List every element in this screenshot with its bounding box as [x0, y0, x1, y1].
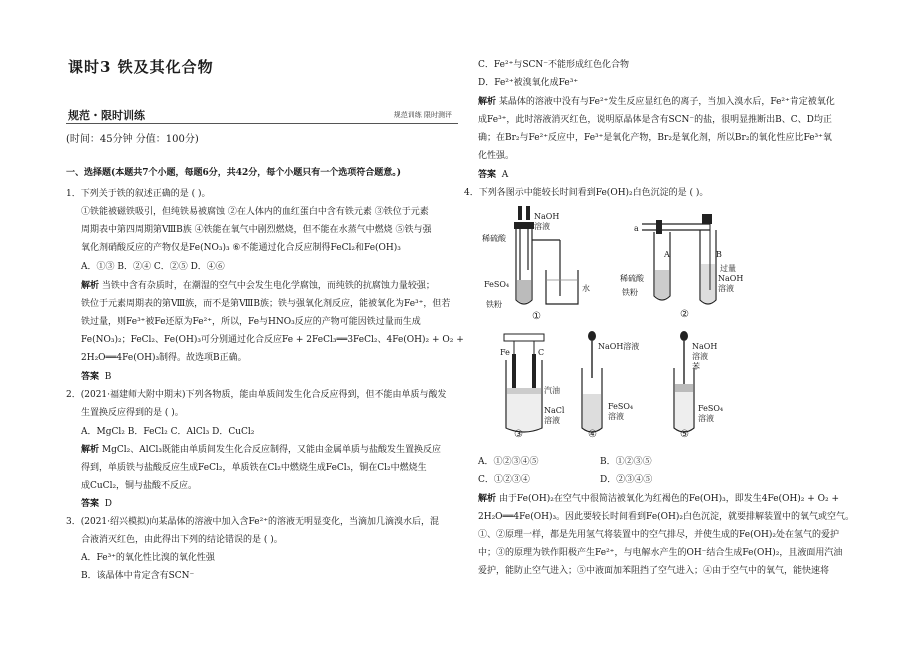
label-solution: 溶液 — [692, 352, 708, 361]
figure-number-2: ② — [680, 309, 689, 320]
q1-explanation: 解析 当铁中含有杂质时，在潮湿的空气中会发生电化学腐蚀，而纯铁的抗腐蚀力量较强； — [81, 281, 435, 291]
q4-explanation: 中；③的原理为铁作阳极产生Fe²⁺，与电解水产生的OH⁻结合生成Fe(OH)₂，且液面用汽油 — [478, 548, 843, 558]
label-A: A — [664, 250, 670, 259]
section-rule — [66, 123, 458, 124]
q4-option: A．①②③④⑤ — [478, 457, 539, 467]
q2-stem: 2．(2021·福建师大附中期末)下列各物质，能由单质间发生化合反应得到，但不能由单质与酸发 — [66, 390, 447, 400]
time-score: (时间：45分钟 分值：100分) — [66, 134, 199, 145]
q4-explanation: 爱护，能防止空气进入；⑤中液面加苯阻挡了空气进入；④由于空气中的氧气，能快速将 — [478, 566, 830, 576]
q3-explanation: 解析 某晶体的溶液中没有与Fe²⁺发生反应显红色的离子，当加入溴水后，Fe²⁺肯定被氧化 — [478, 97, 835, 107]
explanation-label: 解析 — [478, 97, 497, 107]
label-naoh: NaOH — [534, 212, 560, 221]
q4-explanation: 解析 由于Fe(OH)₂在空气中很简洁被氧化为红褐色的Fe(OH)₃，即发生4Fe(OH)₂ + O₂ + — [478, 494, 840, 504]
label-B: B — [716, 250, 722, 259]
label-solution: 溶液 — [544, 416, 560, 425]
q2-options: A．MgCl₂ B．FeCl₂ C．AlCl₃ D．CuCl₂ — [81, 427, 255, 437]
q1-line: 周期表中第四周期第ⅧB族 ④铁能在氧气中剧烈燃烧，但不能在水蒸气中燃烧 ⑤铁与强 — [81, 225, 432, 235]
q3-answer: 答案 A — [478, 170, 509, 180]
label-benzene: 苯 — [692, 362, 700, 371]
figure-number-5: ⑤ — [680, 429, 689, 440]
figure-number-3: ③ — [514, 429, 523, 440]
q2-explanation: 得到，单质铁与盐酸反应生成FeCl₂，单质铁在Cl₂中燃烧生成FeCl₃，铜在Cl₂中燃烧生 — [81, 463, 427, 473]
label-naoh-solution: NaOH溶液 — [598, 342, 640, 351]
q3-stem: 3．(2021·绍兴模拟)向某晶体的溶液中加入含Fe²⁺的溶液无明显变化，当滴加几滴溴水后，混 — [66, 517, 439, 527]
label-naoh: NaOH — [718, 274, 744, 283]
q4-option: D．②③④⑤ — [600, 475, 653, 485]
label-solution: 溶液 — [698, 414, 714, 423]
q3-option: A．Fe³⁺的氧化性比溴的氧化性强 — [81, 553, 215, 563]
q4-option: C．①②③④ — [478, 475, 530, 485]
q2-explanation: 解析 MgCl₂、AlCl₃既能由单质间发生化合反应制得，又能由金属单质与盐酸发生置换反应 — [81, 445, 441, 455]
label-nacl: NaCl — [544, 406, 565, 415]
q3-explanation: 确；在Br₂与Fe²⁺反应中，Fe³⁺是氧化产物，Br₂是氧化剂，所以Br₂的氧化性应比Fe³⁺氧 — [478, 133, 832, 143]
label-solution: 溶液 — [534, 222, 550, 231]
q1-line: 氧化剂硝酸反应的产物仅是Fe(NO₃)₃ ⑥不能通过化合反应制得FeCl₂和Fe(OH)₃ — [81, 243, 401, 253]
q1-explanation: 2H₂O══4Fe(OH)₃制得。故选项B正确。 — [81, 353, 247, 363]
answer-label: 答案 — [81, 499, 100, 509]
q3-stem: 合液消灭红色，由此得出下列的结论错误的是 ( )。 — [81, 535, 283, 545]
q3-option: B．该晶体中肯定含有SCN⁻ — [81, 571, 195, 581]
q4-option: B．①②③⑤ — [600, 457, 652, 467]
q2-explanation: 成CuCl₂，铜与盐酸不反应。 — [81, 481, 198, 491]
section-bar — [66, 104, 458, 124]
label-c: C — [538, 348, 545, 357]
q4-stem: 4．下列各图示中能较长时间看到Fe(OH)₂白色沉淀的是 ( )。 — [464, 188, 709, 198]
lesson-title: 课时3 铁及其化合物 — [68, 58, 214, 76]
label-solution: 溶液 — [608, 412, 624, 421]
label-fe: Fe — [500, 348, 510, 357]
q1-stem: 1．下列关于铁的叙述正确的是 ( )。 — [66, 189, 211, 199]
q2-answer: 答案 D — [81, 499, 112, 509]
label-water: 水 — [582, 284, 590, 293]
apparatus-5 — [670, 328, 750, 445]
label-dilute-acid: 稀硫酸 — [620, 274, 644, 283]
q1-explanation: Fe(NO₃)₂；FeCl₂、Fe(OH)₃可分别通过化合反应Fe + 2FeCl₃══3FeCl₂、4Fe(OH)₂ + O₂ + — [81, 335, 464, 345]
label-iron-powder: 铁粉 — [486, 300, 502, 309]
label-iron-powder: 铁粉 — [622, 288, 638, 297]
q1-explanation: 铁位于元素周期表的第Ⅷ族，而不是第ⅧB族；铁与强氧化剂反应，能被氧化为Fe³⁺，但若 — [81, 299, 451, 309]
q3-explanation: 化性强。 — [478, 151, 515, 161]
label-dilute-acid: 稀硫酸 — [482, 234, 506, 243]
q1-options: A．①③ B．②④ C．②⑤ D．④⑥ — [81, 262, 225, 272]
label-feso4: FeSO₄ — [698, 404, 724, 413]
label-feso4: FeSO₄ — [608, 402, 634, 411]
label-naoh: NaOH — [692, 342, 718, 351]
q1-explanation: 铁过量，则Fe³⁺被Fe还原为Fe²⁺，所以，Fe与HNO₃反应的产物可能因铁过量而生成 — [81, 317, 421, 327]
explanation-label: 解析 — [478, 494, 497, 504]
explanation-label: 解析 — [81, 281, 100, 291]
part1-heading: 一、选择题(本题共7个小题，每题6分，共42分，每个小题只有一个选项符合题意。) — [66, 168, 402, 178]
apparatus-4 — [578, 328, 658, 445]
answer-label: 答案 — [478, 170, 497, 180]
apparatus-3 — [492, 330, 572, 445]
q1-line: ①铁能被磁铁吸引，但纯铁易被腐蚀 ②在人体内的血红蛋白中含有铁元素 ③铁位于元素 — [81, 207, 429, 217]
q4-explanation: 2H₂O══4Fe(OH)₃。因此要较长时间看到Fe(OH)₂白色沉淀，就要排解装置中的氧气或空气。 — [478, 512, 854, 522]
apparatus-1 — [478, 200, 608, 325]
label-a: a — [634, 224, 639, 233]
figure-number-1: ① — [532, 311, 541, 322]
figure-number-4: ④ — [588, 429, 597, 440]
apparatus-2-drawing — [618, 200, 768, 325]
label-excess: 过量 — [720, 264, 736, 273]
q3-option: D．Fe²⁺被溴氧化成Fe³⁺ — [478, 78, 579, 88]
q3-option: C．Fe²⁺与SCN⁻不能形成红色化合物 — [478, 60, 630, 70]
q2-stem: 生置换反应得到的是 ( )。 — [81, 408, 184, 418]
q3-explanation: 成Fe³⁺，此时溶液消灭红色，说明原晶体是含有SCN⁻的盐，很明显推断出B、C、D均正 — [478, 115, 832, 125]
q4-explanation: ①、②原理一样，都是先用氢气将装置中的空气排尽，并使生成的Fe(OH)₂处在氢气的爱护 — [478, 530, 839, 540]
q1-answer: 答案 B — [81, 372, 112, 382]
apparatus-2 — [618, 200, 768, 325]
explanation-label: 解析 — [81, 445, 100, 455]
label-feso4: FeSO₄ — [484, 280, 510, 289]
section-label: 规范・限时训练 — [68, 109, 145, 122]
section-sub: 规范训练 限时测评 — [393, 111, 452, 119]
label-solution: 溶液 — [718, 284, 734, 293]
label-gasoline: 汽油 — [544, 386, 560, 395]
answer-label: 答案 — [81, 372, 100, 382]
